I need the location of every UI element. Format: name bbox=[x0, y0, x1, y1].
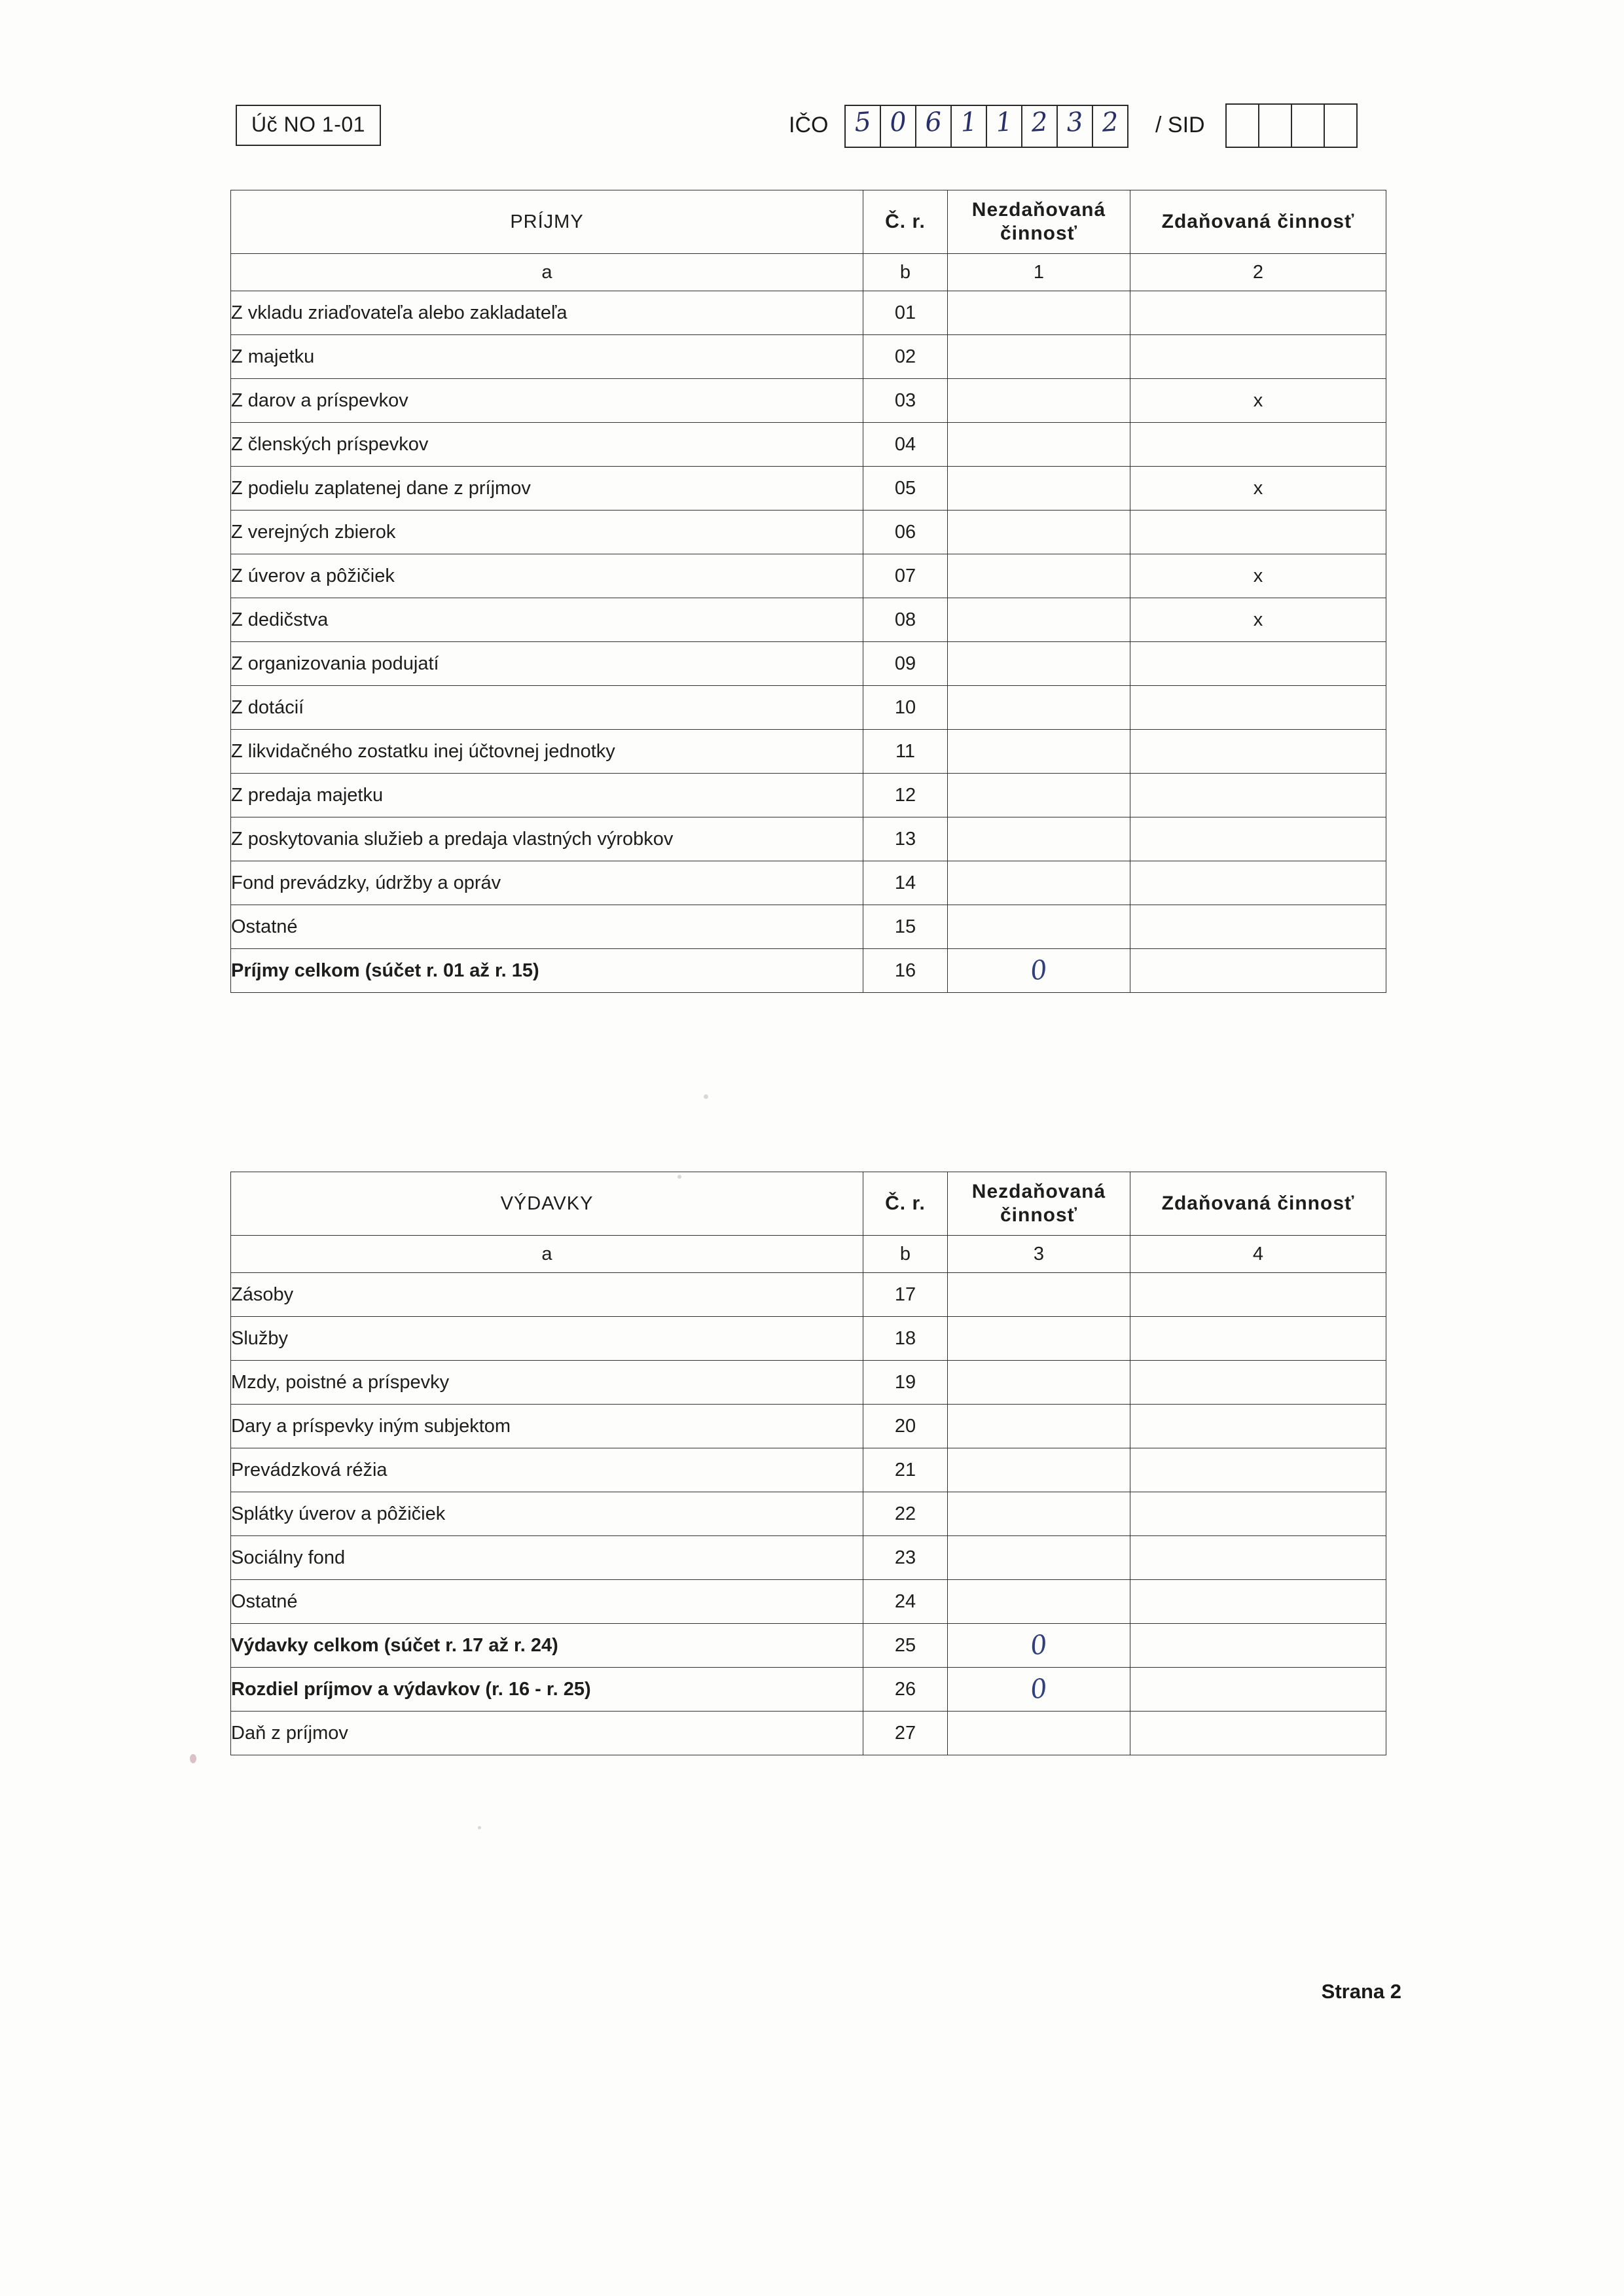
expense-row-number: 23 bbox=[863, 1536, 948, 1580]
expense-untaxed-cell[interactable] bbox=[948, 1448, 1130, 1492]
expense-row-label: Zásoby bbox=[231, 1273, 863, 1317]
income-row-label: Z členských príspevkov bbox=[231, 423, 863, 467]
ico-digit-cell[interactable] bbox=[916, 106, 952, 147]
income-row-label: Z predaja majetku bbox=[231, 774, 863, 817]
income-untaxed-header: Nezdaňovaná činnosť bbox=[948, 190, 1130, 254]
income-row-number: 10 bbox=[863, 686, 948, 730]
table-row bbox=[231, 335, 1386, 379]
expense-taxed-cell[interactable] bbox=[1130, 1712, 1386, 1755]
income-row-number: 12 bbox=[863, 774, 948, 817]
table-row bbox=[231, 774, 1386, 817]
expense-untaxed-cell[interactable] bbox=[948, 1273, 1130, 1317]
table-row bbox=[231, 1448, 1386, 1492]
expense-table bbox=[230, 1172, 1386, 1755]
income-untaxed-cell[interactable] bbox=[948, 949, 1130, 993]
table-row bbox=[231, 730, 1386, 774]
expense-table-header-row bbox=[231, 1172, 1386, 1236]
income-row-label: Z organizovania podujatí bbox=[231, 642, 863, 686]
income-row-label: Z majetku bbox=[231, 335, 863, 379]
table-row bbox=[231, 1317, 1386, 1361]
table-row bbox=[231, 598, 1386, 642]
income-untaxed-cell[interactable] bbox=[948, 905, 1130, 949]
table-row bbox=[231, 1273, 1386, 1317]
income-taxed-cell[interactable] bbox=[1130, 949, 1386, 993]
income-row-label: Z dedičstva bbox=[231, 598, 863, 642]
expense-untaxed-cell[interactable] bbox=[948, 1361, 1130, 1405]
expense-cr-header: Č. r. bbox=[863, 1172, 948, 1236]
expense-row-number: 26 bbox=[863, 1668, 948, 1712]
income-taxed-cell[interactable]: x bbox=[1130, 379, 1386, 423]
expense-row-label: Mzdy, poistné a príspevky bbox=[231, 1361, 863, 1405]
expense-row-number: 27 bbox=[863, 1712, 948, 1755]
expense-taxed-cell[interactable] bbox=[1130, 1317, 1386, 1361]
expense-taxed-cell[interactable] bbox=[1130, 1536, 1386, 1580]
income-row-number: 11 bbox=[863, 730, 948, 774]
handwritten-value: 0 bbox=[1028, 1629, 1049, 1662]
income-title-header: PRÍJMY bbox=[231, 190, 863, 254]
expense-untaxed-cell[interactable] bbox=[948, 1317, 1130, 1361]
expense-taxed-cell[interactable] bbox=[1130, 1624, 1386, 1668]
income-untaxed-cell[interactable] bbox=[948, 861, 1130, 905]
table-row bbox=[231, 817, 1386, 861]
income-row-label: Príjmy celkom (súčet r. 01 až r. 15) bbox=[231, 949, 863, 993]
income-taxed-cell[interactable] bbox=[1130, 730, 1386, 774]
sid-digit-cell[interactable] bbox=[1325, 105, 1356, 147]
income-row-number: 01 bbox=[863, 291, 948, 335]
income-taxed-cell[interactable]: x bbox=[1130, 554, 1386, 598]
income-untaxed-cell[interactable] bbox=[948, 335, 1130, 379]
income-row-label: Z dotácií bbox=[231, 686, 863, 730]
income-taxed-cell[interactable] bbox=[1130, 861, 1386, 905]
table-row bbox=[231, 949, 1386, 993]
income-taxed-cell[interactable] bbox=[1130, 511, 1386, 554]
table-row bbox=[231, 905, 1386, 949]
income-taxed-cell[interactable] bbox=[1130, 423, 1386, 467]
income-taxed-cell[interactable]: x bbox=[1130, 467, 1386, 511]
expense-untaxed-cell[interactable] bbox=[948, 1405, 1130, 1448]
scan-speck bbox=[190, 1754, 196, 1763]
income-row-number: 08 bbox=[863, 598, 948, 642]
expense-taxed-cell[interactable] bbox=[1130, 1492, 1386, 1536]
expense-taxed-cell[interactable] bbox=[1130, 1668, 1386, 1712]
expense-table-subheader-row bbox=[231, 1236, 1386, 1273]
handwritten-value: 0 bbox=[1028, 954, 1049, 987]
table-row bbox=[231, 291, 1386, 335]
income-row-label: Z darov a príspevkov bbox=[231, 379, 863, 423]
sid-digit-cell[interactable] bbox=[1259, 105, 1292, 147]
income-taxed-cell[interactable] bbox=[1130, 774, 1386, 817]
form-code-box: Úč NO 1-01 bbox=[236, 105, 381, 146]
expense-untaxed-cell[interactable] bbox=[948, 1580, 1130, 1624]
expense-row-number: 19 bbox=[863, 1361, 948, 1405]
page-number-label: Strana 2 bbox=[1321, 1980, 1401, 2003]
ico-digit-cell[interactable] bbox=[952, 106, 987, 147]
income-taxed-cell[interactable] bbox=[1130, 817, 1386, 861]
expense-taxed-cell[interactable] bbox=[1130, 1361, 1386, 1405]
expense-untaxed-cell[interactable] bbox=[948, 1492, 1130, 1536]
expense-row-label: Prevádzková réžia bbox=[231, 1448, 863, 1492]
table-row bbox=[231, 511, 1386, 554]
expense-row-label: Sociálny fond bbox=[231, 1536, 863, 1580]
expense-sub-a: a bbox=[231, 1236, 863, 1273]
income-table-subheader-row bbox=[231, 254, 1386, 291]
expense-sub-3: 3 bbox=[948, 1236, 1130, 1273]
scan-speck bbox=[478, 1826, 481, 1829]
expense-row-label: Daň z príjmov bbox=[231, 1712, 863, 1755]
ico-digit-cell[interactable] bbox=[881, 106, 916, 147]
expense-sub-b: b bbox=[863, 1236, 948, 1273]
income-sub-2: 2 bbox=[1130, 254, 1386, 291]
income-sub-a: a bbox=[231, 254, 863, 291]
expense-row-label: Rozdiel príjmov a výdavkov (r. 16 - r. 25) bbox=[231, 1668, 863, 1712]
expense-row-number: 25 bbox=[863, 1624, 948, 1668]
table-row bbox=[231, 1668, 1386, 1712]
table-row bbox=[231, 467, 1386, 511]
expense-row-number: 20 bbox=[863, 1405, 948, 1448]
ico-digit-value: 2 bbox=[1100, 107, 1120, 138]
income-row-label: Z poskytovania služieb a predaja vlastných výrobkov bbox=[231, 817, 863, 861]
sid-digit-cell[interactable] bbox=[1227, 105, 1259, 147]
income-untaxed-cell[interactable] bbox=[948, 467, 1130, 511]
income-taxed-cell[interactable] bbox=[1130, 905, 1386, 949]
income-taxed-cell[interactable] bbox=[1130, 686, 1386, 730]
table-row bbox=[231, 1712, 1386, 1755]
income-taxed-cell[interactable] bbox=[1130, 291, 1386, 335]
expense-row-number: 17 bbox=[863, 1273, 948, 1317]
income-cr-header: Č. r. bbox=[863, 190, 948, 254]
table-row bbox=[231, 554, 1386, 598]
income-untaxed-cell[interactable] bbox=[948, 642, 1130, 686]
sid-label: / SID bbox=[1155, 113, 1205, 137]
table-row bbox=[231, 1405, 1386, 1448]
expense-untaxed-cell[interactable] bbox=[948, 1536, 1130, 1580]
income-row-number: 06 bbox=[863, 511, 948, 554]
ico-digit-cell[interactable] bbox=[987, 106, 1022, 147]
income-row-number: 15 bbox=[863, 905, 948, 949]
expense-taxed-cell[interactable] bbox=[1130, 1405, 1386, 1448]
income-taxed-header: Zdaňovaná činnosť bbox=[1130, 190, 1386, 254]
income-taxed-cell[interactable]: x bbox=[1130, 598, 1386, 642]
income-row-number: 07 bbox=[863, 554, 948, 598]
table-row bbox=[231, 1361, 1386, 1405]
ico-digit-cell[interactable] bbox=[1022, 106, 1058, 147]
ico-digit-value: 2 bbox=[1030, 107, 1049, 138]
ico-digit-cell[interactable] bbox=[1058, 106, 1093, 147]
income-row-number: 04 bbox=[863, 423, 948, 467]
expense-row-number: 22 bbox=[863, 1492, 948, 1536]
expense-untaxed-header: Nezdaňovaná činnosť bbox=[948, 1172, 1130, 1236]
table-row bbox=[231, 1492, 1386, 1536]
table-row bbox=[231, 423, 1386, 467]
income-row-number: 09 bbox=[863, 642, 948, 686]
income-row-number: 03 bbox=[863, 379, 948, 423]
table-row bbox=[231, 1624, 1386, 1668]
expense-row-number: 21 bbox=[863, 1448, 948, 1492]
income-row-label: Z likvidačného zostatku inej účtovnej jednotky bbox=[231, 730, 863, 774]
expense-taxed-cell[interactable] bbox=[1130, 1448, 1386, 1492]
income-untaxed-cell[interactable] bbox=[948, 774, 1130, 817]
ico-digit-value: 1 bbox=[994, 107, 1014, 138]
income-untaxed-cell[interactable] bbox=[948, 423, 1130, 467]
expense-row-label: Výdavky celkom (súčet r. 17 až r. 24) bbox=[231, 1624, 863, 1668]
income-row-label: Fond prevádzky, údržby a opráv bbox=[231, 861, 863, 905]
income-sub-1: 1 bbox=[948, 254, 1130, 291]
ico-label: IČO bbox=[789, 113, 829, 137]
expense-row-label: Služby bbox=[231, 1317, 863, 1361]
expense-row-number: 18 bbox=[863, 1317, 948, 1361]
income-untaxed-cell[interactable] bbox=[948, 379, 1130, 423]
income-table bbox=[230, 190, 1386, 993]
table-row bbox=[231, 861, 1386, 905]
scan-speck bbox=[704, 1094, 708, 1099]
income-untaxed-cell[interactable] bbox=[948, 511, 1130, 554]
sid-digit-boxes[interactable] bbox=[1225, 103, 1358, 148]
handwritten-value: 0 bbox=[1028, 1673, 1049, 1706]
expense-untaxed-cell[interactable] bbox=[948, 1624, 1130, 1668]
scan-speck bbox=[677, 1175, 681, 1179]
table-row bbox=[231, 1580, 1386, 1624]
income-row-number: 05 bbox=[863, 467, 948, 511]
table-row bbox=[231, 379, 1386, 423]
income-row-number: 14 bbox=[863, 861, 948, 905]
income-row-label: Z vkladu zriaďovateľa alebo zakladateľa bbox=[231, 291, 863, 335]
income-untaxed-cell[interactable] bbox=[948, 817, 1130, 861]
income-taxed-cell[interactable] bbox=[1130, 335, 1386, 379]
income-row-number: 13 bbox=[863, 817, 948, 861]
income-taxed-cell[interactable] bbox=[1130, 642, 1386, 686]
income-untaxed-cell[interactable] bbox=[948, 554, 1130, 598]
expense-row-label: Ostatné bbox=[231, 1580, 863, 1624]
ico-digit-value: 6 bbox=[924, 107, 943, 138]
income-sub-b: b bbox=[863, 254, 948, 291]
income-untaxed-cell[interactable] bbox=[948, 291, 1130, 335]
income-untaxed-cell[interactable] bbox=[948, 598, 1130, 642]
expense-taxed-cell[interactable] bbox=[1130, 1580, 1386, 1624]
income-row-label: Ostatné bbox=[231, 905, 863, 949]
income-table-header-row bbox=[231, 190, 1386, 254]
expense-taxed-cell[interactable] bbox=[1130, 1273, 1386, 1317]
income-row-label: Z úverov a pôžičiek bbox=[231, 554, 863, 598]
ico-digit-cell[interactable] bbox=[846, 106, 881, 147]
ico-digit-value: 0 bbox=[888, 107, 908, 138]
expense-row-label: Splátky úverov a pôžičiek bbox=[231, 1492, 863, 1536]
income-row-label: Z podielu zaplatenej dane z príjmov bbox=[231, 467, 863, 511]
ico-digit-cell[interactable] bbox=[1093, 106, 1127, 147]
expense-untaxed-cell[interactable] bbox=[948, 1668, 1130, 1712]
ico-digit-value: 1 bbox=[959, 107, 979, 138]
ico-digit-boxes[interactable] bbox=[844, 105, 1128, 148]
expense-sub-4: 4 bbox=[1130, 1236, 1386, 1273]
ico-digit-value: 5 bbox=[853, 107, 873, 138]
table-row bbox=[231, 1536, 1386, 1580]
expense-row-label: Dary a príspevky iným subjektom bbox=[231, 1405, 863, 1448]
expense-row-number: 24 bbox=[863, 1580, 948, 1624]
income-row-label: Z verejných zbierok bbox=[231, 511, 863, 554]
income-row-number: 02 bbox=[863, 335, 948, 379]
income-row-number: 16 bbox=[863, 949, 948, 993]
income-untaxed-cell[interactable] bbox=[948, 730, 1130, 774]
income-untaxed-cell[interactable] bbox=[948, 686, 1130, 730]
table-row bbox=[231, 686, 1386, 730]
expense-taxed-header: Zdaňovaná činnosť bbox=[1130, 1172, 1386, 1236]
sid-digit-cell[interactable] bbox=[1292, 105, 1325, 147]
table-row bbox=[231, 642, 1386, 686]
expense-untaxed-cell[interactable] bbox=[948, 1712, 1130, 1755]
expense-title-header: VÝDAVKY bbox=[231, 1172, 863, 1236]
ico-digit-value: 3 bbox=[1065, 107, 1085, 138]
